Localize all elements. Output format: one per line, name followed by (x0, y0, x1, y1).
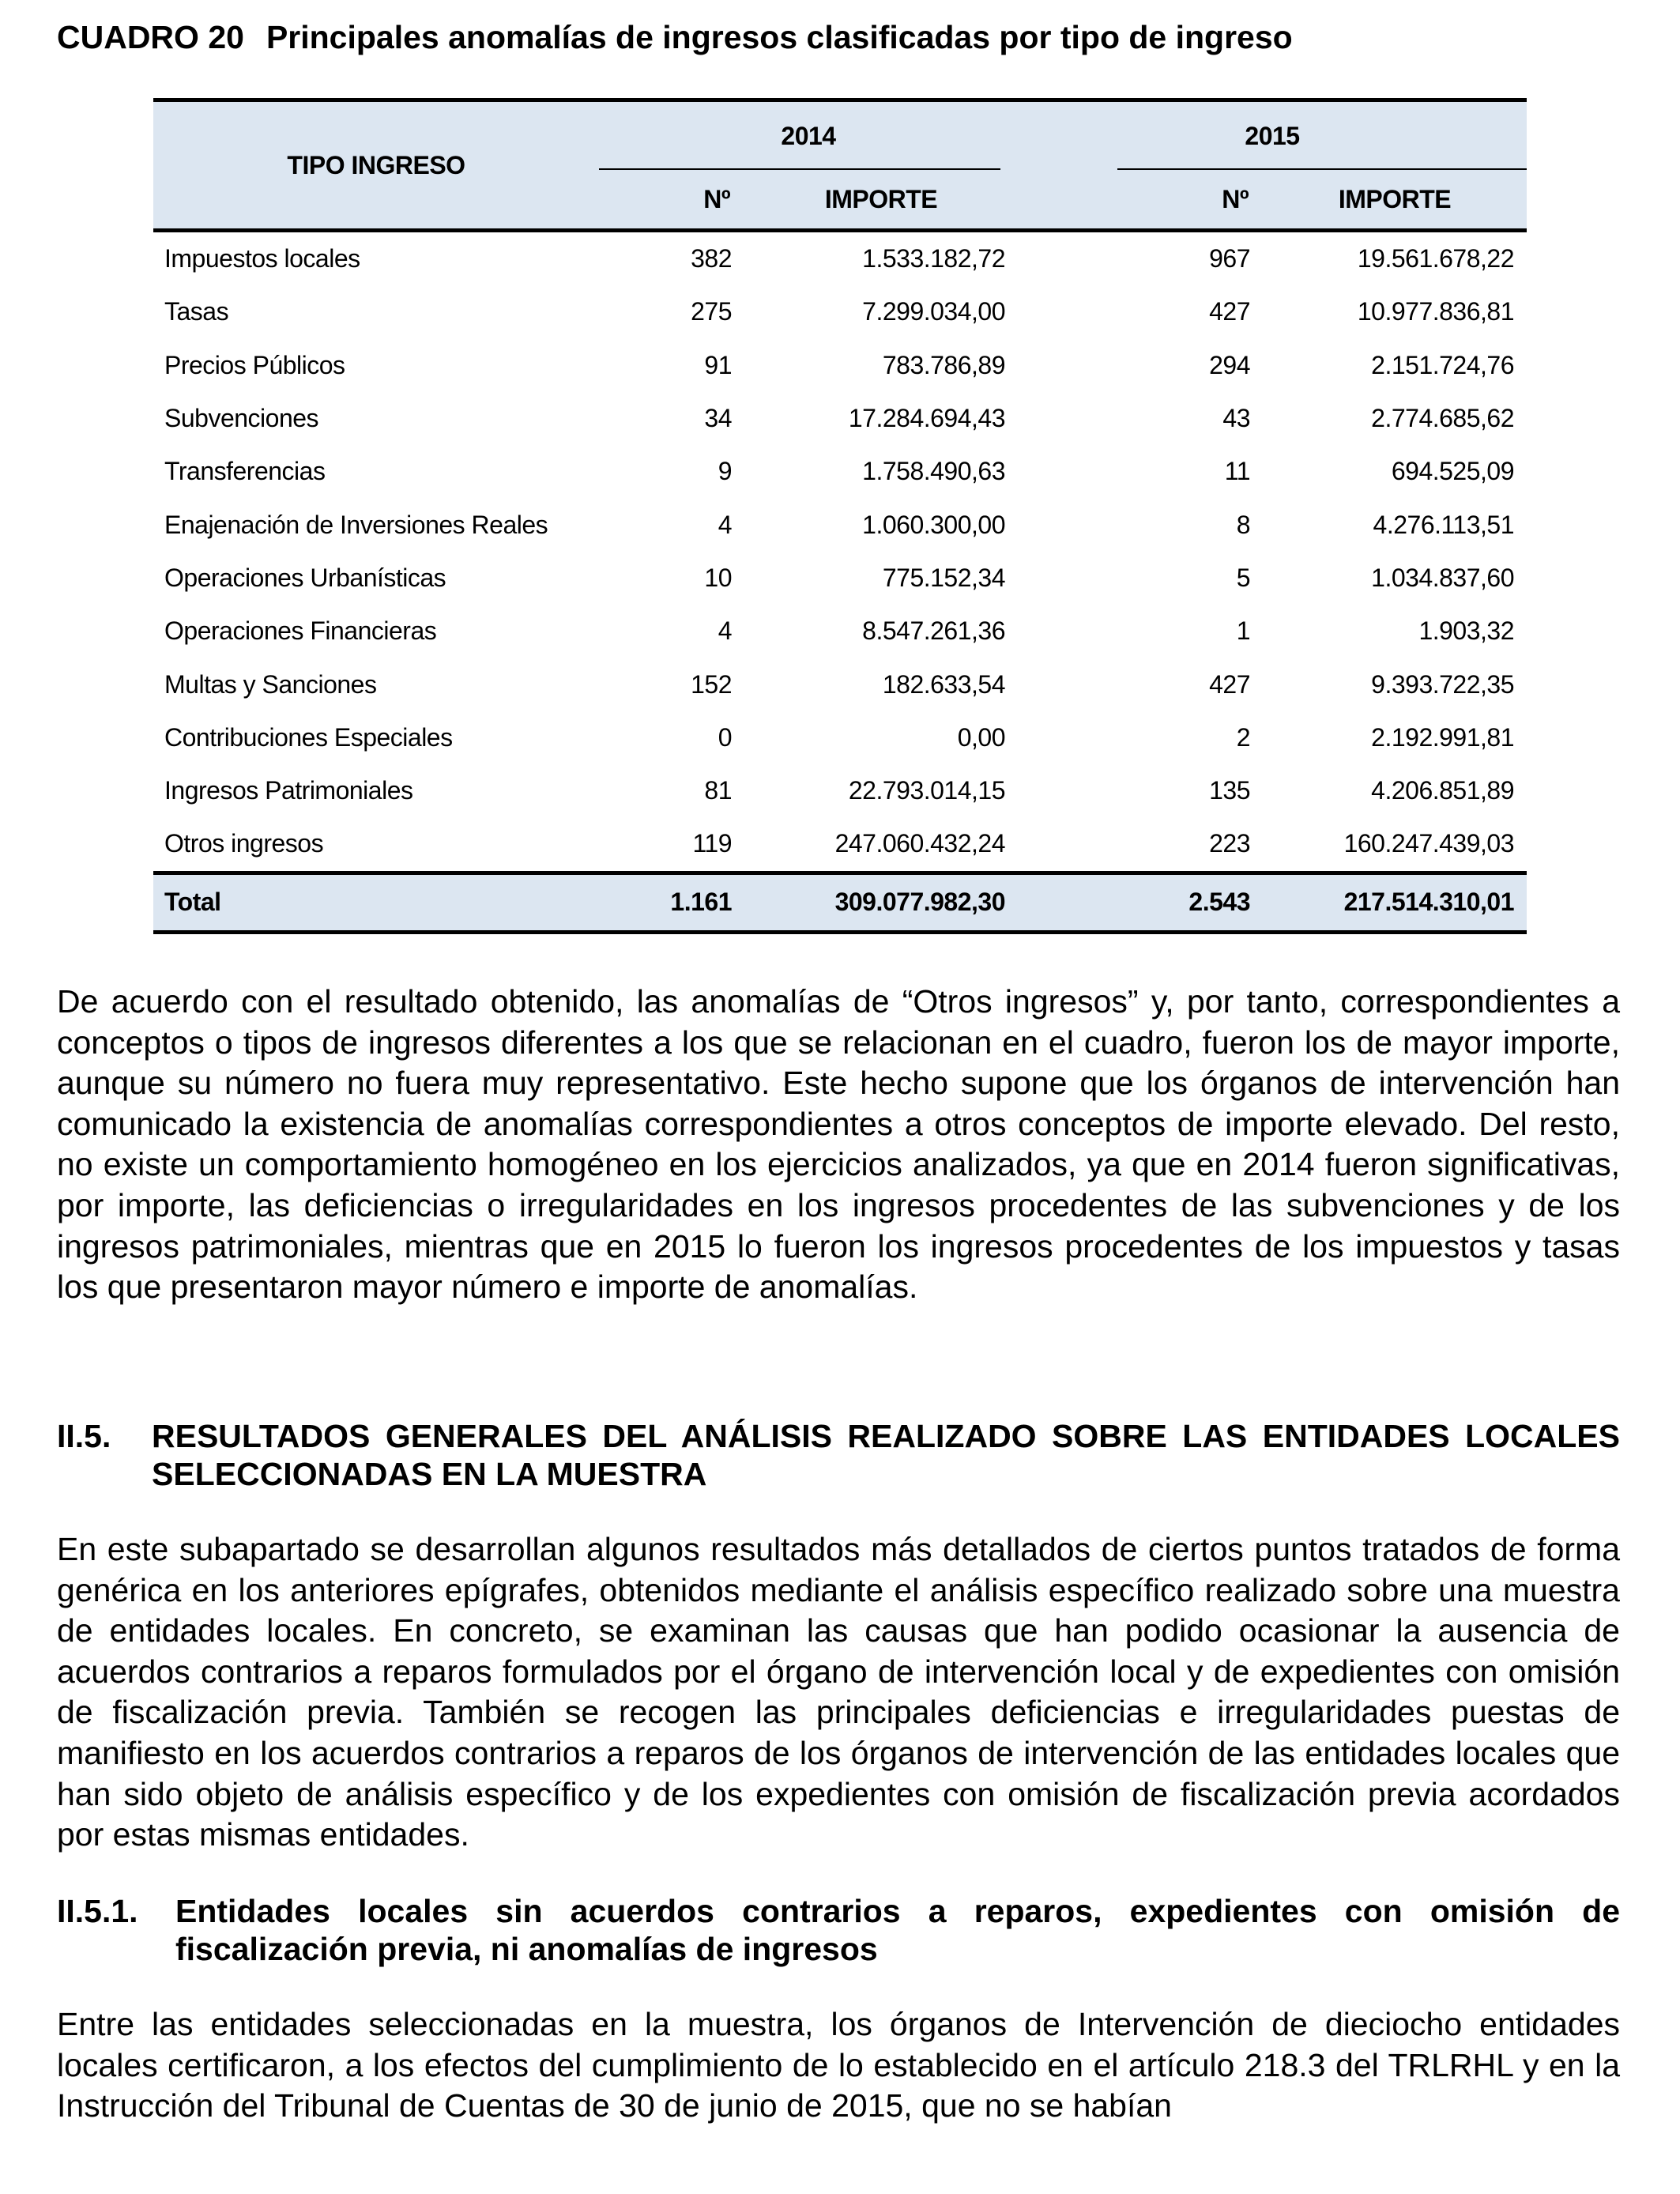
table-caption (57, 19, 1293, 56)
cell-n-2015: 967 (1209, 244, 1250, 273)
cell-n-2014: 34 (704, 404, 732, 433)
section-heading-ii5 (57, 1417, 1620, 1493)
header-year-2014 (599, 100, 1018, 171)
cell-n-2015: 2 (1236, 722, 1250, 752)
cell-n-2015: 2.543 (1018, 873, 1263, 932)
anomalies-table-wrapper (153, 98, 1527, 934)
cell-importe-2014: 247.060.432,24 (834, 829, 1005, 858)
row-label: Precios Públicos (164, 350, 345, 379)
row-label: Contribuciones Especiales (164, 722, 453, 752)
header-year-2015 (1018, 100, 1527, 171)
header-tipo-ingreso: TIPO INGRESO (153, 100, 599, 231)
cell-importe-2015: 160.247.439,03 (1343, 829, 1514, 858)
cell-importe-2015: 4.206.851,89 (1371, 776, 1514, 805)
table-row (153, 552, 1527, 605)
subsection-heading-ii51 (57, 1892, 1620, 1968)
row-label: Operaciones Urbanísticas (164, 563, 446, 592)
cell-n-2015: 5 (1236, 563, 1250, 592)
year-2015-underline (1117, 168, 1527, 170)
table-row (153, 339, 1527, 392)
cell-importe-2014: 1.533.182,72 (862, 244, 1005, 273)
cell-n-2014: 152 (691, 669, 732, 699)
cell-importe-2015: 694.525,09 (1391, 457, 1514, 486)
cell-importe-2015: 9.393.722,35 (1371, 669, 1514, 699)
row-label: Impuestos locales (164, 244, 360, 273)
cell-importe-2014: 22.793.014,15 (848, 776, 1005, 805)
cell-importe-2014: 17.284.694,43 (848, 404, 1005, 433)
header-n-2014: Nº (599, 170, 744, 231)
cell-importe-2014: 309.077.982,30 (744, 873, 1018, 932)
row-label: Ingresos Patrimoniales (164, 776, 413, 805)
cell-n-2015: 427 (1209, 297, 1250, 326)
cell-n-2015: 294 (1209, 350, 1250, 379)
year-2015-label: 2015 (1245, 121, 1300, 150)
total-row (153, 873, 1527, 932)
cell-n-2015: 1 (1236, 616, 1250, 646)
cell-n-2015: 427 (1209, 669, 1250, 699)
anomalies-table (153, 98, 1527, 934)
row-label: Transferencias (164, 457, 326, 486)
table-row (153, 711, 1527, 764)
cell-n-2015: 8 (1236, 510, 1250, 539)
cell-n-2014: 9 (718, 457, 732, 486)
section-number: II.5. (57, 1418, 111, 1454)
section-title: RESULTADOS GENERALES DEL ANÁLISIS REALIZADO SOBRE LAS ENTIDADES LOCALES SELECCIONADAS EN LA MUESTRA (152, 1418, 1620, 1492)
table-body (153, 231, 1527, 933)
subsection-number: II.5.1. (57, 1893, 138, 1929)
cell-importe-2014: 8.547.261,36 (862, 616, 1005, 646)
row-label: Subvenciones (164, 404, 319, 433)
cell-importe-2015: 10.977.836,81 (1357, 297, 1514, 326)
cell-importe-2014: 783.786,89 (882, 350, 1005, 379)
paragraph-subapartado: En este subapartado se desarrollan algunos resultados más detallados de ciertos puntos tratados de forma genérica en los anteriores epígrafes, obtenidos mediante el análisis específico realizado sobre una muestra de entidades locales. En concreto, se examinan las causas que han podido ocasionar la ausencia de acuerdos contrarios a reparos formulados por el órgano de intervención local y de expedientes con omisión de fiscalización previa. También se recogen las principales deficiencias e irregularidades puestas de manifiesto en los acuerdos contrarios a reparos de los órganos de intervención de las entidades locales que han sido objeto de análisis específico y de los expedientes con omisión de fiscalización previa acordados por estas mismas entidades. (57, 1531, 1620, 1853)
cell-n-2015: 11 (1224, 457, 1250, 486)
cell-n-2015: 43 (1222, 404, 1250, 433)
cell-importe-2015: 4.276.113,51 (1373, 510, 1514, 539)
table-row (153, 498, 1527, 551)
year-2014-label: 2014 (781, 121, 836, 150)
cell-importe-2014: 1.060.300,00 (862, 510, 1005, 539)
cell-n-2014: 1.161 (599, 873, 744, 932)
paragraph-entidades: Entre las entidades seleccionadas en la muestra, los órganos de Intervención de dieciocho entidades locales certificaron, a los efectos del cumplimiento de lo establecido en el artículo 218.3 del TRLRHL y en la Instrucción del Tribunal de Cuentas de 30 de junio de 2015, que no se habían (57, 2006, 1620, 2124)
row-label: Enajenación de Inversiones Reales (164, 510, 548, 539)
cell-importe-2014: 0,00 (957, 722, 1005, 752)
cell-n-2014: 0 (718, 722, 732, 752)
table-row (153, 231, 1527, 286)
cell-importe-2015: 2.192.991,81 (1371, 722, 1514, 752)
header-importe-2014: IMPORTE (744, 170, 1018, 231)
caption-number: CUADRO 20 (57, 19, 244, 55)
cell-importe-2015: 1.903,32 (1418, 616, 1514, 646)
row-label: Multas y Sanciones (164, 669, 377, 699)
cell-importe-2015: 1.034.837,60 (1371, 563, 1514, 592)
cell-n-2014: 275 (691, 297, 732, 326)
table-row (153, 658, 1527, 711)
cell-importe-2015: 19.561.678,22 (1357, 244, 1514, 273)
subsection-title: Entidades locales sin acuerdos contrarios a reparos, expedientes con omisión de fiscalización previa, ni anomalías de ingresos (175, 1893, 1620, 1967)
caption-text: Principales anomalías de ingresos clasificadas por tipo de ingreso (266, 19, 1293, 55)
year-2014-underline (599, 168, 1000, 170)
cell-importe-2014: 1.758.490,63 (862, 457, 1005, 486)
cell-n-2014: 81 (704, 776, 732, 805)
paragraph-otros-ingresos: De acuerdo con el resultado obtenido, las anomalías de “Otros ingresos” y, por tanto, correspondientes a conceptos o tipos de ingresos diferentes a los que se relacionan en el cuadro, fueron los de mayor importe, aunque su número no fuera muy representativo. Este hecho supone que los órganos de intervención han comunicado la existencia de anomalías correspondientes a otros conceptos de importe elevado. Del resto, no existe un comportamiento homogéneo en los ejercicios analizados, ya que en 2014 fueron significativas, por importe, las deficiencias o irregularidades en los ingresos procedentes de las subvenciones y de los ingresos patrimoniales, mientras que en 2015 lo fueron los ingresos procedentes de los impuestos y tasas los que presentaron mayor número e importe de anomalías. (57, 983, 1620, 1306)
row-label: Tasas (164, 297, 229, 326)
cell-importe-2015: 2.151.724,76 (1371, 350, 1514, 379)
cell-n-2015: 135 (1209, 776, 1250, 805)
cell-n-2014: 119 (692, 829, 732, 858)
row-label: Otros ingresos (164, 829, 324, 858)
cell-importe-2014: 7.299.034,00 (862, 297, 1005, 326)
cell-n-2015: 223 (1209, 829, 1250, 858)
cell-n-2014: 4 (718, 510, 732, 539)
cell-importe-2015: 2.774.685,62 (1371, 404, 1514, 433)
table-row (153, 445, 1527, 498)
cell-n-2014: 10 (704, 563, 732, 592)
cell-importe-2014: 182.633,54 (882, 669, 1005, 699)
cell-importe-2014: 775.152,34 (882, 563, 1005, 592)
cell-n-2014: 382 (691, 244, 732, 273)
cell-n-2014: 91 (704, 350, 732, 379)
header-importe-2015: IMPORTE (1263, 170, 1527, 231)
row-label: Operaciones Financieras (164, 616, 437, 646)
table-row (153, 285, 1527, 338)
cell-n-2014: 4 (718, 616, 732, 646)
table-header (153, 100, 1527, 231)
table-row (153, 392, 1527, 445)
table-row (153, 605, 1527, 658)
table-row (153, 764, 1527, 817)
cell-importe-2015: 217.514.310,01 (1263, 873, 1527, 932)
header-n-2015: Nº (1018, 170, 1263, 231)
table-row (153, 817, 1527, 873)
row-label: Total (153, 873, 599, 932)
